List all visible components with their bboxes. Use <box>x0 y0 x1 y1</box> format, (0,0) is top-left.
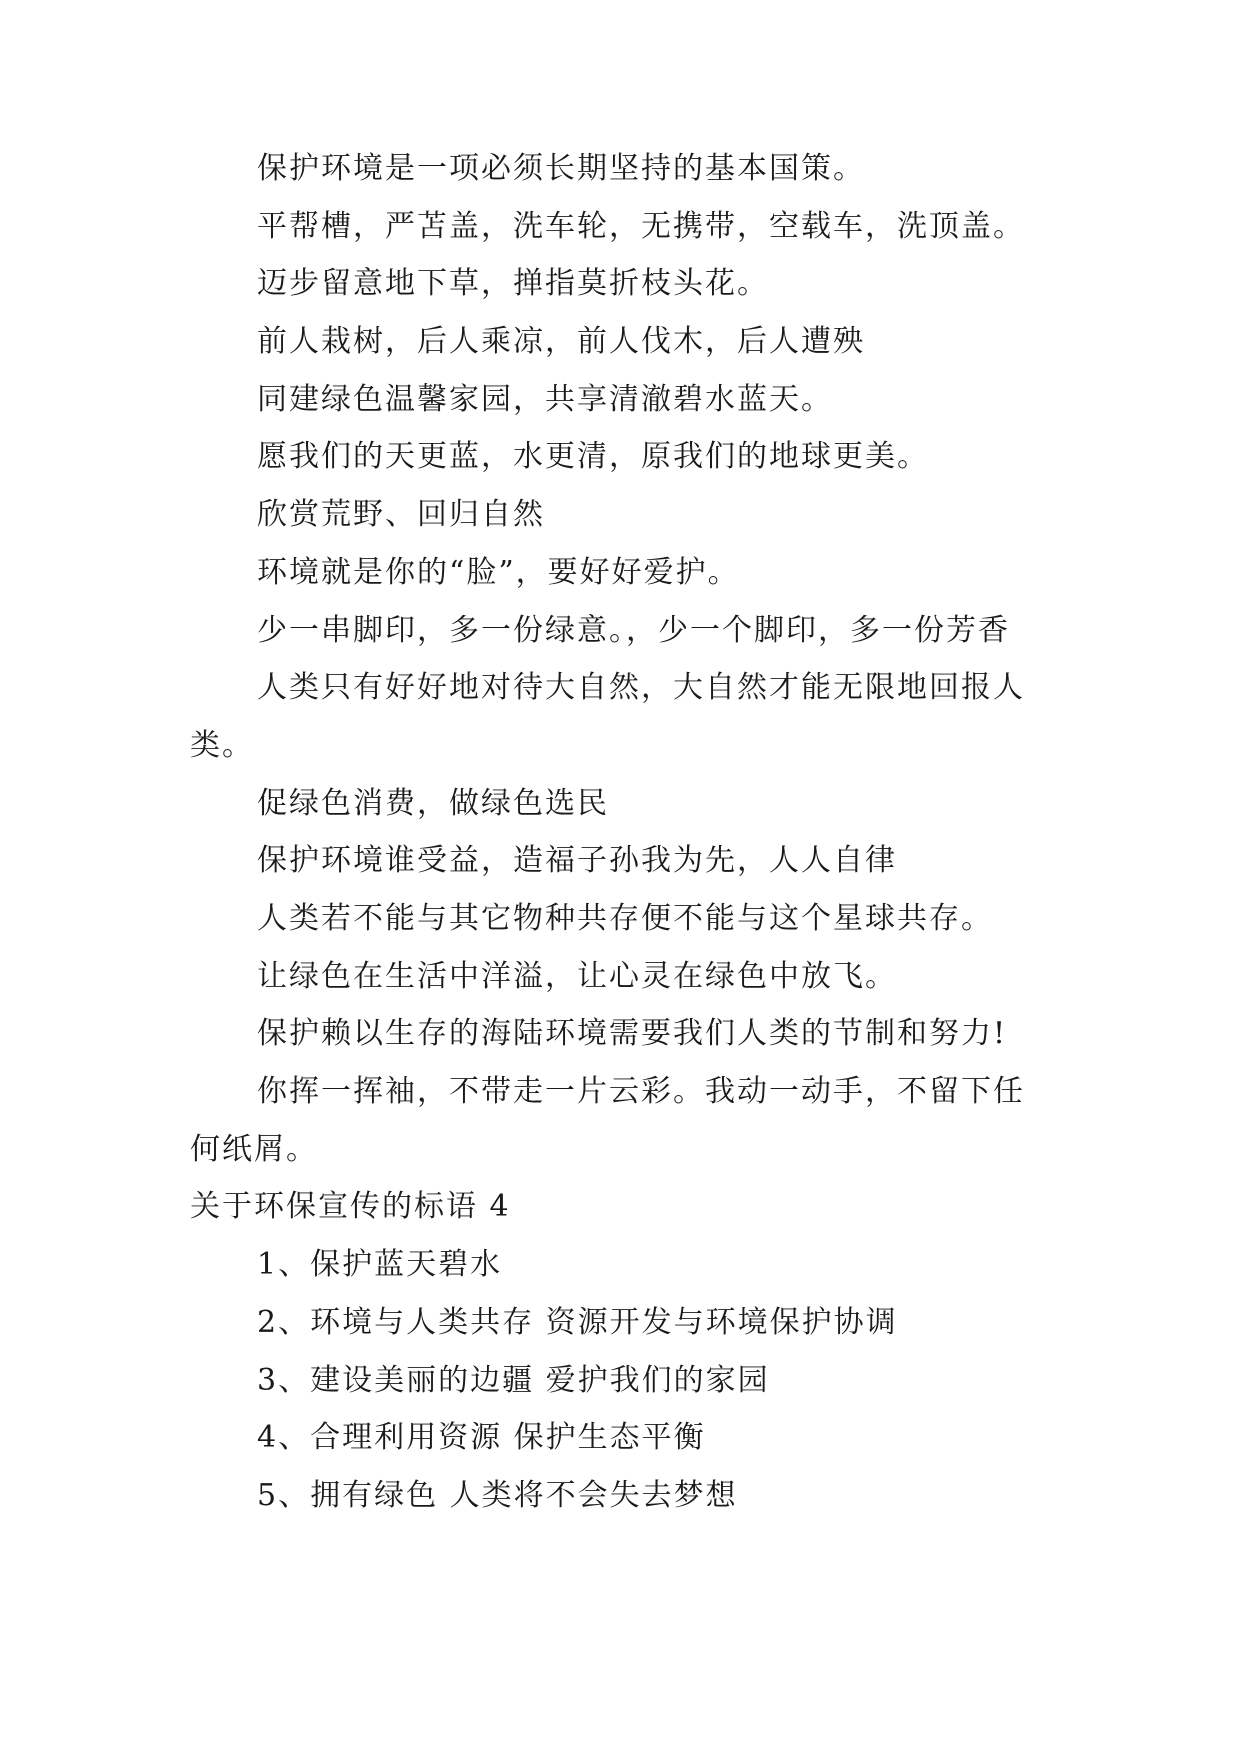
paragraph-15: 保护赖以生存的海陆环境需要我们人类的节制和努力! <box>257 1016 1008 1051</box>
list-item-1: 1、保护蓝天碧水 <box>257 1247 503 1282</box>
paragraph-10-continuation: 类。 <box>190 728 254 763</box>
paragraph-2: 平帮槽，严苫盖，洗车轮，无携带，空载车，洗顶盖。 <box>257 209 1025 244</box>
paragraph-10: 人类只有好好地对待大自然，大自然才能无限地回报人 <box>257 670 1025 705</box>
paragraph-16: 你挥一挥袖，不带走一片云彩。我动一动手，不留下任 <box>257 1074 1025 1109</box>
paragraph-13: 人类若不能与其它物种共存便不能与这个星球共存。 <box>257 901 993 936</box>
paragraph-11: 促绿色消费，做绿色选民 <box>257 786 609 821</box>
paragraph-14: 让绿色在生活中洋溢，让心灵在绿色中放飞。 <box>257 959 897 994</box>
paragraph-7: 欣赏荒野、回归自然 <box>257 497 545 532</box>
paragraph-16-continuation: 何纸屑。 <box>190 1132 318 1167</box>
list-item-3: 3、建设美丽的边疆 爱护我们的家园 <box>257 1363 770 1398</box>
paragraph-8: 环境就是你的“脸”，要好好爱护。 <box>257 555 740 590</box>
paragraph-5: 同建绿色温馨家园，共享清澈碧水蓝天。 <box>257 382 833 417</box>
paragraph-6: 愿我们的天更蓝，水更清，原我们的地球更美。 <box>257 439 929 474</box>
list-item-5: 5、拥有绿色 人类将不会失去梦想 <box>257 1478 738 1513</box>
paragraph-4: 前人栽树，后人乘凉，前人伐木，后人遭殃 <box>257 324 865 359</box>
paragraph-3: 迈步留意地下草，掸指莫折枝头花。 <box>257 266 769 301</box>
list-item-2: 2、环境与人类共存 资源开发与环境保护协调 <box>257 1305 898 1340</box>
paragraph-1: 保护环境是一项必须长期坚持的基本国策。 <box>257 151 865 186</box>
section-heading: 关于环保宣传的标语 4 <box>190 1189 511 1224</box>
list-item-4: 4、合理利用资源 保护生态平衡 <box>257 1420 706 1455</box>
paragraph-12: 保护环境谁受益，造福子孙我为先，人人自律 <box>257 843 897 878</box>
paragraph-9: 少一串脚印，多一份绿意。，少一个脚印，多一份芳香 <box>257 613 1010 648</box>
